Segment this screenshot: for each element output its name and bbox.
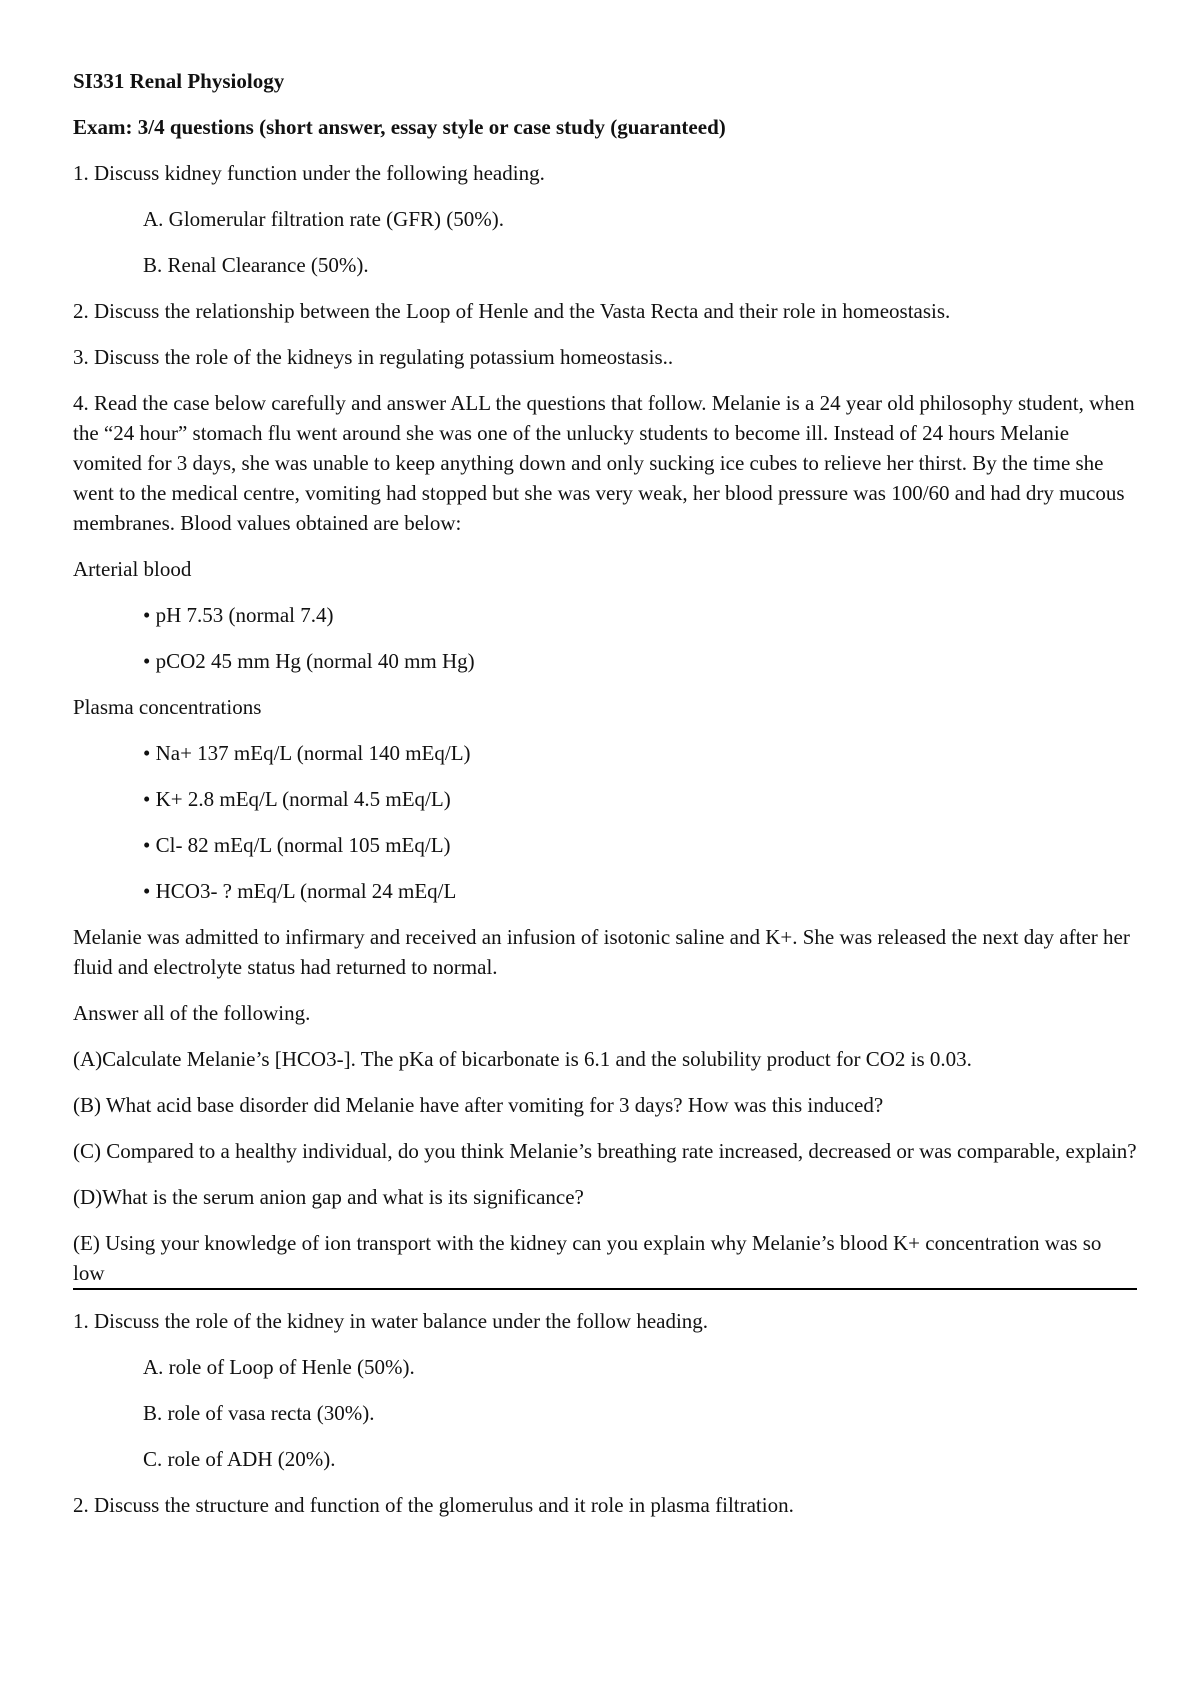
arterial-blood-heading: Arterial blood: [73, 557, 192, 581]
question-3: 3. Discuss the role of the kidneys in regulating potassium homeostasis..: [73, 345, 674, 369]
plasma-value-na: • Na+ 137 mEq/L (normal 140 mEq/L): [143, 741, 471, 765]
section2-question-1-part-c: C. role of ADH (20%).: [143, 1447, 336, 1471]
document-title: SI331 Renal Physiology: [73, 69, 285, 93]
section2-question-1: 1. Discuss the role of the kidney in water balance under the follow heading.: [73, 1309, 709, 1333]
case-question-a: (A)Calculate Melanie’s [HCO3-]. The pKa of bicarbonate is 6.1 and the solubility product for CO2 is 0.03.: [73, 1047, 972, 1071]
question-4-case-intro: 4. Read the case below carefully and answer ALL the questions that follow. Melanie is a 24 year old philosophy student, when the “24 hour” stomach flu went around she was one of the unlucky students to become ill. Instead of 24 hours Melanie vomited for 3 days, she was unable to keep anything down and only sucking ice cubes to relieve her thirst. By the time she went to the medical centre, vomiting had stopped but she was very weak, her blood pressure was 100/60 and had dry mucous membranes. Blood values obtained are below:: [73, 391, 1135, 535]
plasma-concentrations-heading: Plasma concentrations: [73, 695, 262, 719]
answer-heading: Answer all of the following.: [73, 1001, 311, 1025]
arterial-value-ph: • pH 7.53 (normal 7.4): [143, 603, 334, 627]
case-question-d: (D)What is the serum anion gap and what is its significance?: [73, 1185, 584, 1209]
question-2: 2. Discuss the relationship between the Loop of Henle and the Vasta Recta and their role in homeostasis.: [73, 299, 951, 323]
exam-info: Exam: 3/4 questions (short answer, essay style or case study (guaranteed): [73, 115, 726, 139]
case-question-c: (C) Compared to a healthy individual, do you think Melanie’s breathing rate increased, decreased or was comparable, explain?: [73, 1139, 1137, 1163]
section2-question-2: 2. Discuss the structure and function of the glomerulus and it role in plasma filtration.: [73, 1493, 794, 1517]
exam-document: [73, 66, 1137, 1536]
section2-question-1-part-b: B. role of vasa recta (30%).: [143, 1401, 375, 1425]
question-1-part-a: A. Glomerular filtration rate (GFR) (50%).: [143, 207, 504, 231]
section2-question-1-part-a: A. role of Loop of Henle (50%).: [143, 1355, 415, 1379]
section-divider: [73, 1288, 1137, 1290]
question-1: 1. Discuss kidney function under the following heading.: [73, 161, 545, 185]
plasma-value-cl: • Cl- 82 mEq/L (normal 105 mEq/L): [143, 833, 451, 857]
plasma-value-k: • K+ 2.8 mEq/L (normal 4.5 mEq/L): [143, 787, 451, 811]
plasma-value-hco3: • HCO3- ? mEq/L (normal 24 mEq/L: [143, 879, 457, 903]
question-1-part-b: B. Renal Clearance (50%).: [143, 253, 369, 277]
case-question-e: (E) Using your knowledge of ion transport with the kidney can you explain why Melanie’s blood K+ concentration was so low: [73, 1231, 1102, 1285]
case-question-b: (B) What acid base disorder did Melanie have after vomiting for 3 days? How was this induced?: [73, 1093, 884, 1117]
arterial-value-pco2: • pCO2 45 mm Hg (normal 40 mm Hg): [143, 649, 475, 673]
admission-text: Melanie was admitted to infirmary and received an infusion of isotonic saline and K+. She was released the next day after her fluid and electrolyte status had returned to normal.: [73, 925, 1130, 979]
